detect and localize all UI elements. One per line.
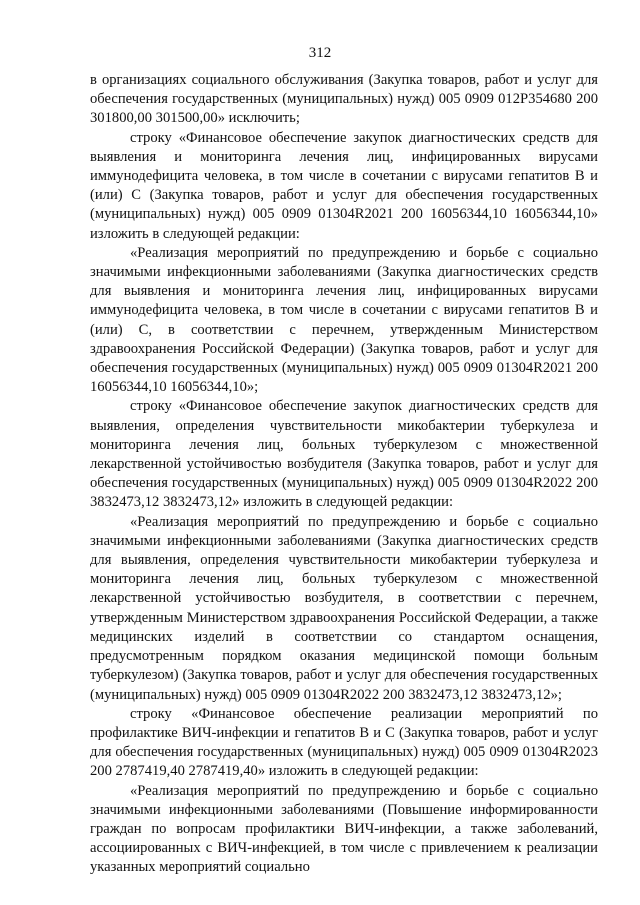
paragraph: строку «Финансовое обеспечение реализации мероприятий по профилактике ВИЧ-инфекции и гепатитов B и C (Закупка товаров, работ и услуг для обеспечения государственных (муниципальных) нужд) 005 0909 01304R2023 200 2787419,40 2787419,40» изложить в следующей редакции:: [90, 705, 598, 780]
paragraph: строку «Финансовое обеспечение закупок диагностических средств для выявления, определения чувствительности микобактерии туберкулеза и мониторинга лечения лиц, больных туберкулезом с множественной лекарственной устойчивостью возбудителя (Закупка товаров, работ и услуг для обеспечения государственных (муниципальных) нужд) 005 0909 01304R2022 200 3832473,12 3832473,12» изложить в следующей редакции:: [90, 398, 598, 511]
page-number: 312: [308, 45, 332, 61]
paragraph: строку «Финансовое обеспечение закупок диагностических средств для выявления и мониторинга лечения лиц, инфицированных вирусами иммунодефицита человека, в том числе в сочетании с вирусами гепатитов B и (или) C (Закупка товаров, работ и услуг для обеспечения государственных (муниципальных) нужд) 005 0909 01304R2021 200 16056344,10 16056344,10» изложить в следующей редакции:: [90, 129, 598, 242]
paragraph: «Реализация мероприятий по предупреждению и борьбе с социально значимыми инфекционными заболеваниями (Повышение информированности граждан по вопросам профилактики ВИЧ-инфекции, а также заболеваний, ассоциированных с ВИЧ-инфекцией, в том числе с привлечением к реализации указанных мероприятий социально: [90, 782, 598, 876]
paragraph: «Реализация мероприятий по предупреждению и борьбе с социально значимыми инфекционными заболеваниями (Закупка диагностических средств для выявления, определения чувствительности микобактерии туберкулеза и мониторинга лечения лиц, больных туберкулезом с множественной лекарственной устойчивостью возбудителя, в соответствии с перечнем, утвержденным Министерством здравоохранения Российской Федерации, а также медицинских изделий в соответствии со стандартом оснащения, предусмотренным порядком оказания медицинской помощи больным туберкулезом) (Закупка товаров, работ и услуг для обеспечения государственных (муниципальных) нужд) 005 0909 01304R2022 200 3832473,12 3832473,12»;: [90, 513, 598, 703]
document-body: [90, 71, 598, 878]
paragraph: в организациях социального обслуживания (Закупка товаров, работ и услуг для обеспечения государственных (муниципальных) нужд) 005 0909 012P354680 200 301800,00 301500,00» исключить;: [90, 72, 598, 127]
paragraph: «Реализация мероприятий по предупреждению и борьбе с социально значимыми инфекционными заболеваниями (Закупка диагностических средств для выявления и мониторинга лечения лиц, инфицированных вирусами иммунодефицита человека, в том числе в сочетании с вирусами гепатитов B и (или) C, в соответствии с перечнем, утвержденным Министерством здравоохранения Российской Федерации) (Закупка товаров, работ и услуг для обеспечения государственных (муниципальных) нужд) 005 0909 01304R2021 200 16056344,10 16056344,10»;: [90, 244, 598, 396]
